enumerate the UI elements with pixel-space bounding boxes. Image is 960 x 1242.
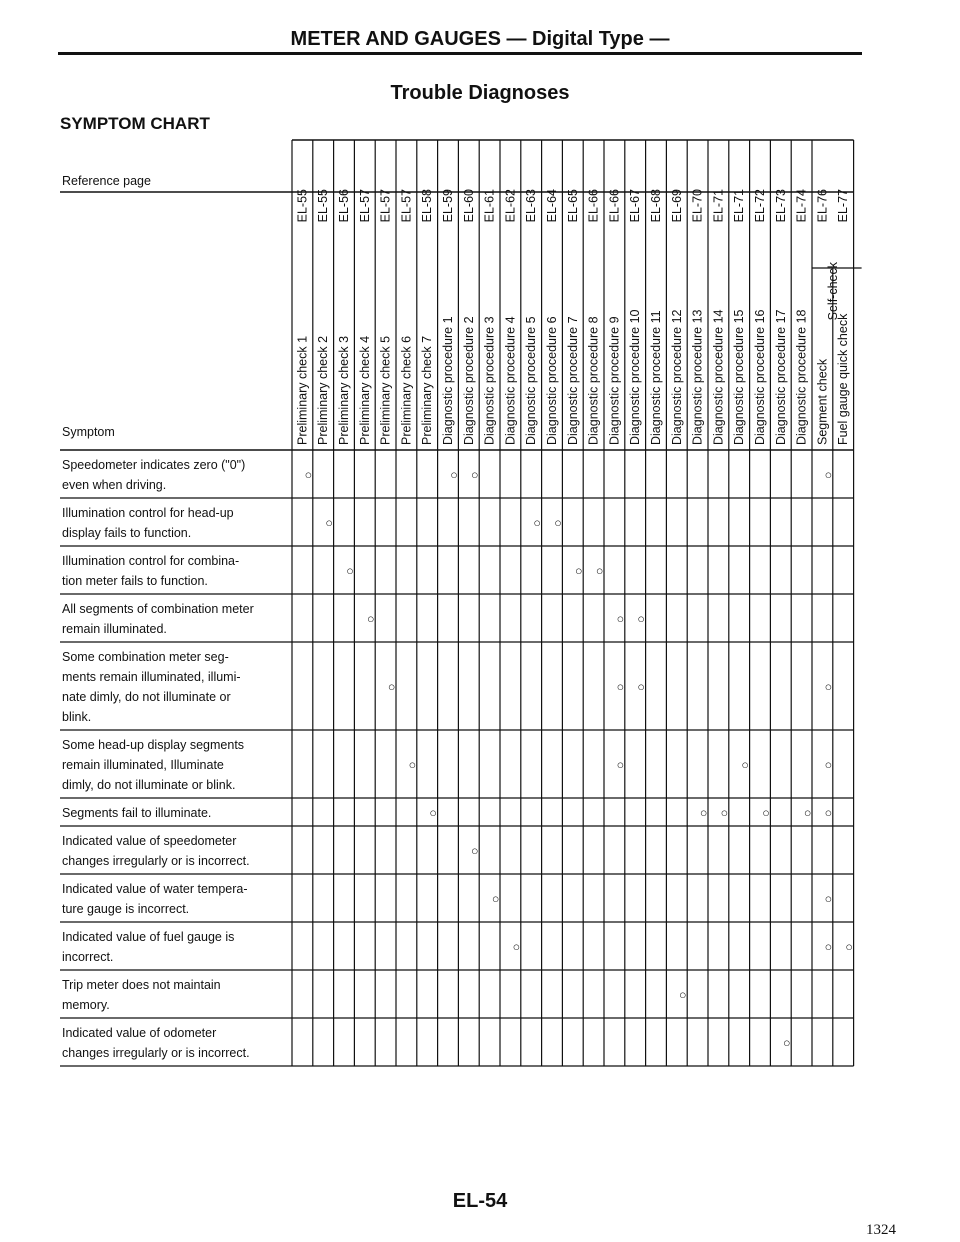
column-header: Diagnostic procedure 11 [649,310,663,445]
mark-circle: ○ [824,940,833,954]
column-header: Preliminary check 3 [337,335,351,445]
reference-page-cell: EL-74 [794,189,809,223]
column-header: Diagnostic procedure 15 [732,309,747,445]
mark-circle: ○ [408,758,417,772]
reference-page-label: Reference page [62,174,151,188]
column-header: Diagnostic procedure 5 [524,316,539,445]
symptom-text: Some combination meter seg- [62,650,229,664]
symptom-text: Illumination control for head-up [62,506,234,520]
mark-circle: ○ [741,758,749,772]
reference-page-cell: EL-64 [545,189,559,223]
table-row [62,930,853,964]
reference-page-cell: EL-68 [649,189,663,223]
mark-circle: ○ [783,1036,791,1050]
reference-page-cell: EL-72 [753,189,767,223]
column-header: Diagnostic procedure 1 [441,316,455,445]
symptom-text: incorrect. [62,950,114,964]
mark-circle: ○ [325,516,333,530]
column-header: Fuel gauge quick check [836,313,851,445]
reference-page-cell: EL-67 [628,189,643,223]
symptom-text: changes irregularly or is incorrect. [62,1046,250,1060]
mark-circle: ○ [824,806,833,820]
table-row [62,834,479,868]
mark-circle: ○ [720,806,729,820]
column-header: Segment check [815,358,830,445]
page-number: EL-54 [452,1190,508,1212]
column-header: Diagnostic procedure 3 [482,316,497,445]
reference-page-cell: EL-70 [690,189,705,223]
reference-page-cell: EL-58 [420,189,435,223]
symptom-text: ture gauge is incorrect. [62,902,190,916]
reference-page-cell: EL-55 [295,189,310,223]
mark-circle: ○ [679,988,687,1002]
mark-circle: ○ [533,516,541,530]
reference-page-cell: EL-66 [607,189,622,223]
symptom-text: All segments of combination meter [62,602,254,616]
column-header: Diagnostic procedure 8 [586,316,601,445]
column-header: Diagnostic procedure 14 [711,309,726,445]
column-header: Preliminary check 6 [399,335,414,445]
symptom-text: ments remain illuminated, illumi- [62,670,241,684]
column-header: Diagnostic procedure 18 [794,309,809,445]
symptom-label: Symptom [62,425,115,439]
reference-page-cell: EL-76 [815,189,830,223]
reference-page-cell: EL-62 [503,189,518,223]
symptom-text: dimly, do not illuminate or blink. [62,778,236,792]
mark-circle: ○ [762,806,770,820]
page-header-title: METER AND GAUGES — Digital Type — [290,28,670,50]
mark-circle: ○ [637,612,645,626]
column-header: Diagnostic procedure 17 [773,309,788,445]
symptom-text: changes irregularly or is incorrect. [62,854,250,868]
column-header: Diagnostic procedure 10 [628,309,643,445]
mark-circle: ○ [824,468,833,482]
reference-page-cell: EL-57 [357,189,372,223]
column-header: Diagnostic procedure 4 [503,316,518,445]
mark-circle: ○ [824,758,833,772]
mark-circle: ○ [845,940,853,954]
table-row [62,602,645,636]
mark-circle: ○ [471,468,479,482]
mark-circle: ○ [387,680,396,694]
symptom-text: Segments fail to illuminate. [62,806,212,820]
symptom-text: nate dimly, do not illuminate or [62,690,231,704]
reference-page-cell: EL-73 [773,189,788,223]
table-row [62,506,562,540]
mark-circle: ○ [616,758,625,772]
table-row [62,554,603,588]
symptom-text: Indicated value of fuel gauge is [62,930,235,944]
mark-circle: ○ [450,468,458,482]
column-header: Preliminary check 2 [316,335,331,445]
reference-page-cell: EL-69 [669,189,684,223]
reference-page-cell: EL-77 [836,189,851,223]
column-header: Diagnostic procedure 6 [545,316,559,445]
table-row [62,1026,791,1060]
symptom-text: Indicated value of odometer [62,1026,217,1040]
mark-circle: ○ [637,680,645,694]
mark-circle: ○ [575,564,583,578]
reference-page-cell: EL-61 [482,189,497,223]
table-row [62,882,832,916]
mark-circle: ○ [512,940,521,954]
table-row [62,650,832,724]
mark-circle: ○ [595,564,604,578]
mark-circle: ○ [429,806,437,820]
column-header: Preliminary check 1 [295,335,310,445]
symptom-text: display fails to function. [62,526,192,540]
mark-circle: ○ [367,612,375,626]
section-subtitle: Trouble Diagnoses [390,82,570,104]
reference-page-cell: EL-63 [524,189,539,223]
reference-page-cell: EL-71 [732,189,747,223]
column-header: Diagnostic procedure 16 [753,309,767,445]
mark-circle: ○ [471,844,479,858]
table-row [62,738,832,792]
symptom-text: Some head-up display segments [62,738,245,752]
reference-page-cell: EL-55 [316,189,331,223]
reference-page-cell: EL-65 [565,189,580,223]
column-header: Diagnostic procedure 2 [461,316,476,445]
symptom-text: Trip meter does not maintain [62,978,221,992]
reference-page-cell: EL-57 [378,189,393,223]
mark-circle: ○ [346,564,354,578]
column-header: Diagnostic procedure 13 [690,309,705,445]
mark-circle: ○ [616,680,625,694]
self-check-label: Self-check [825,262,840,321]
mark-circle: ○ [803,806,812,820]
column-header: Preliminary check 4 [357,335,372,445]
symptom-text: Speedometer indicates zero ("0") [62,458,246,472]
mark-circle: ○ [491,892,500,906]
mark-circle: ○ [554,516,562,530]
symptom-text: Illumination control for combina- [62,554,240,568]
column-header: Preliminary check 5 [378,335,393,445]
mark-circle: ○ [699,806,708,820]
reference-page-cell: EL-59 [441,189,455,223]
table-row [62,978,687,1012]
reference-page-cell: EL-56 [337,189,351,223]
mark-circle: ○ [616,612,625,626]
column-header: Diagnostic procedure 9 [607,316,622,445]
column-header: Diagnostic procedure 12 [669,309,684,445]
symptom-text: Indicated value of water tempera- [62,882,248,896]
table-row [62,458,832,492]
symptom-text: Indicated value of speedometer [62,834,237,848]
symptom-text: tion meter fails to function. [62,574,208,588]
symptom-chart-title: SYMPTOM CHART [60,114,210,133]
symptom-text: memory. [62,998,110,1012]
reference-page-cell: EL-60 [461,189,476,223]
column-header: Preliminary check 7 [420,335,435,445]
table-row [62,806,832,820]
mark-circle: ○ [304,468,313,482]
mark-circle: ○ [824,680,833,694]
reference-page-cell: EL-71 [711,189,726,223]
reference-page-cell: EL-66 [586,189,601,223]
symptom-text: blink. [62,710,92,724]
symptom-text: remain illuminated. [62,622,167,636]
symptom-text: remain illuminated, Illuminate [62,758,224,772]
mark-circle: ○ [824,892,833,906]
reference-page-cell: EL-57 [399,189,414,223]
column-header: Diagnostic procedure 7 [565,316,580,445]
symptom-text: even when driving. [62,478,167,492]
file-number: 1324 [866,1222,896,1238]
